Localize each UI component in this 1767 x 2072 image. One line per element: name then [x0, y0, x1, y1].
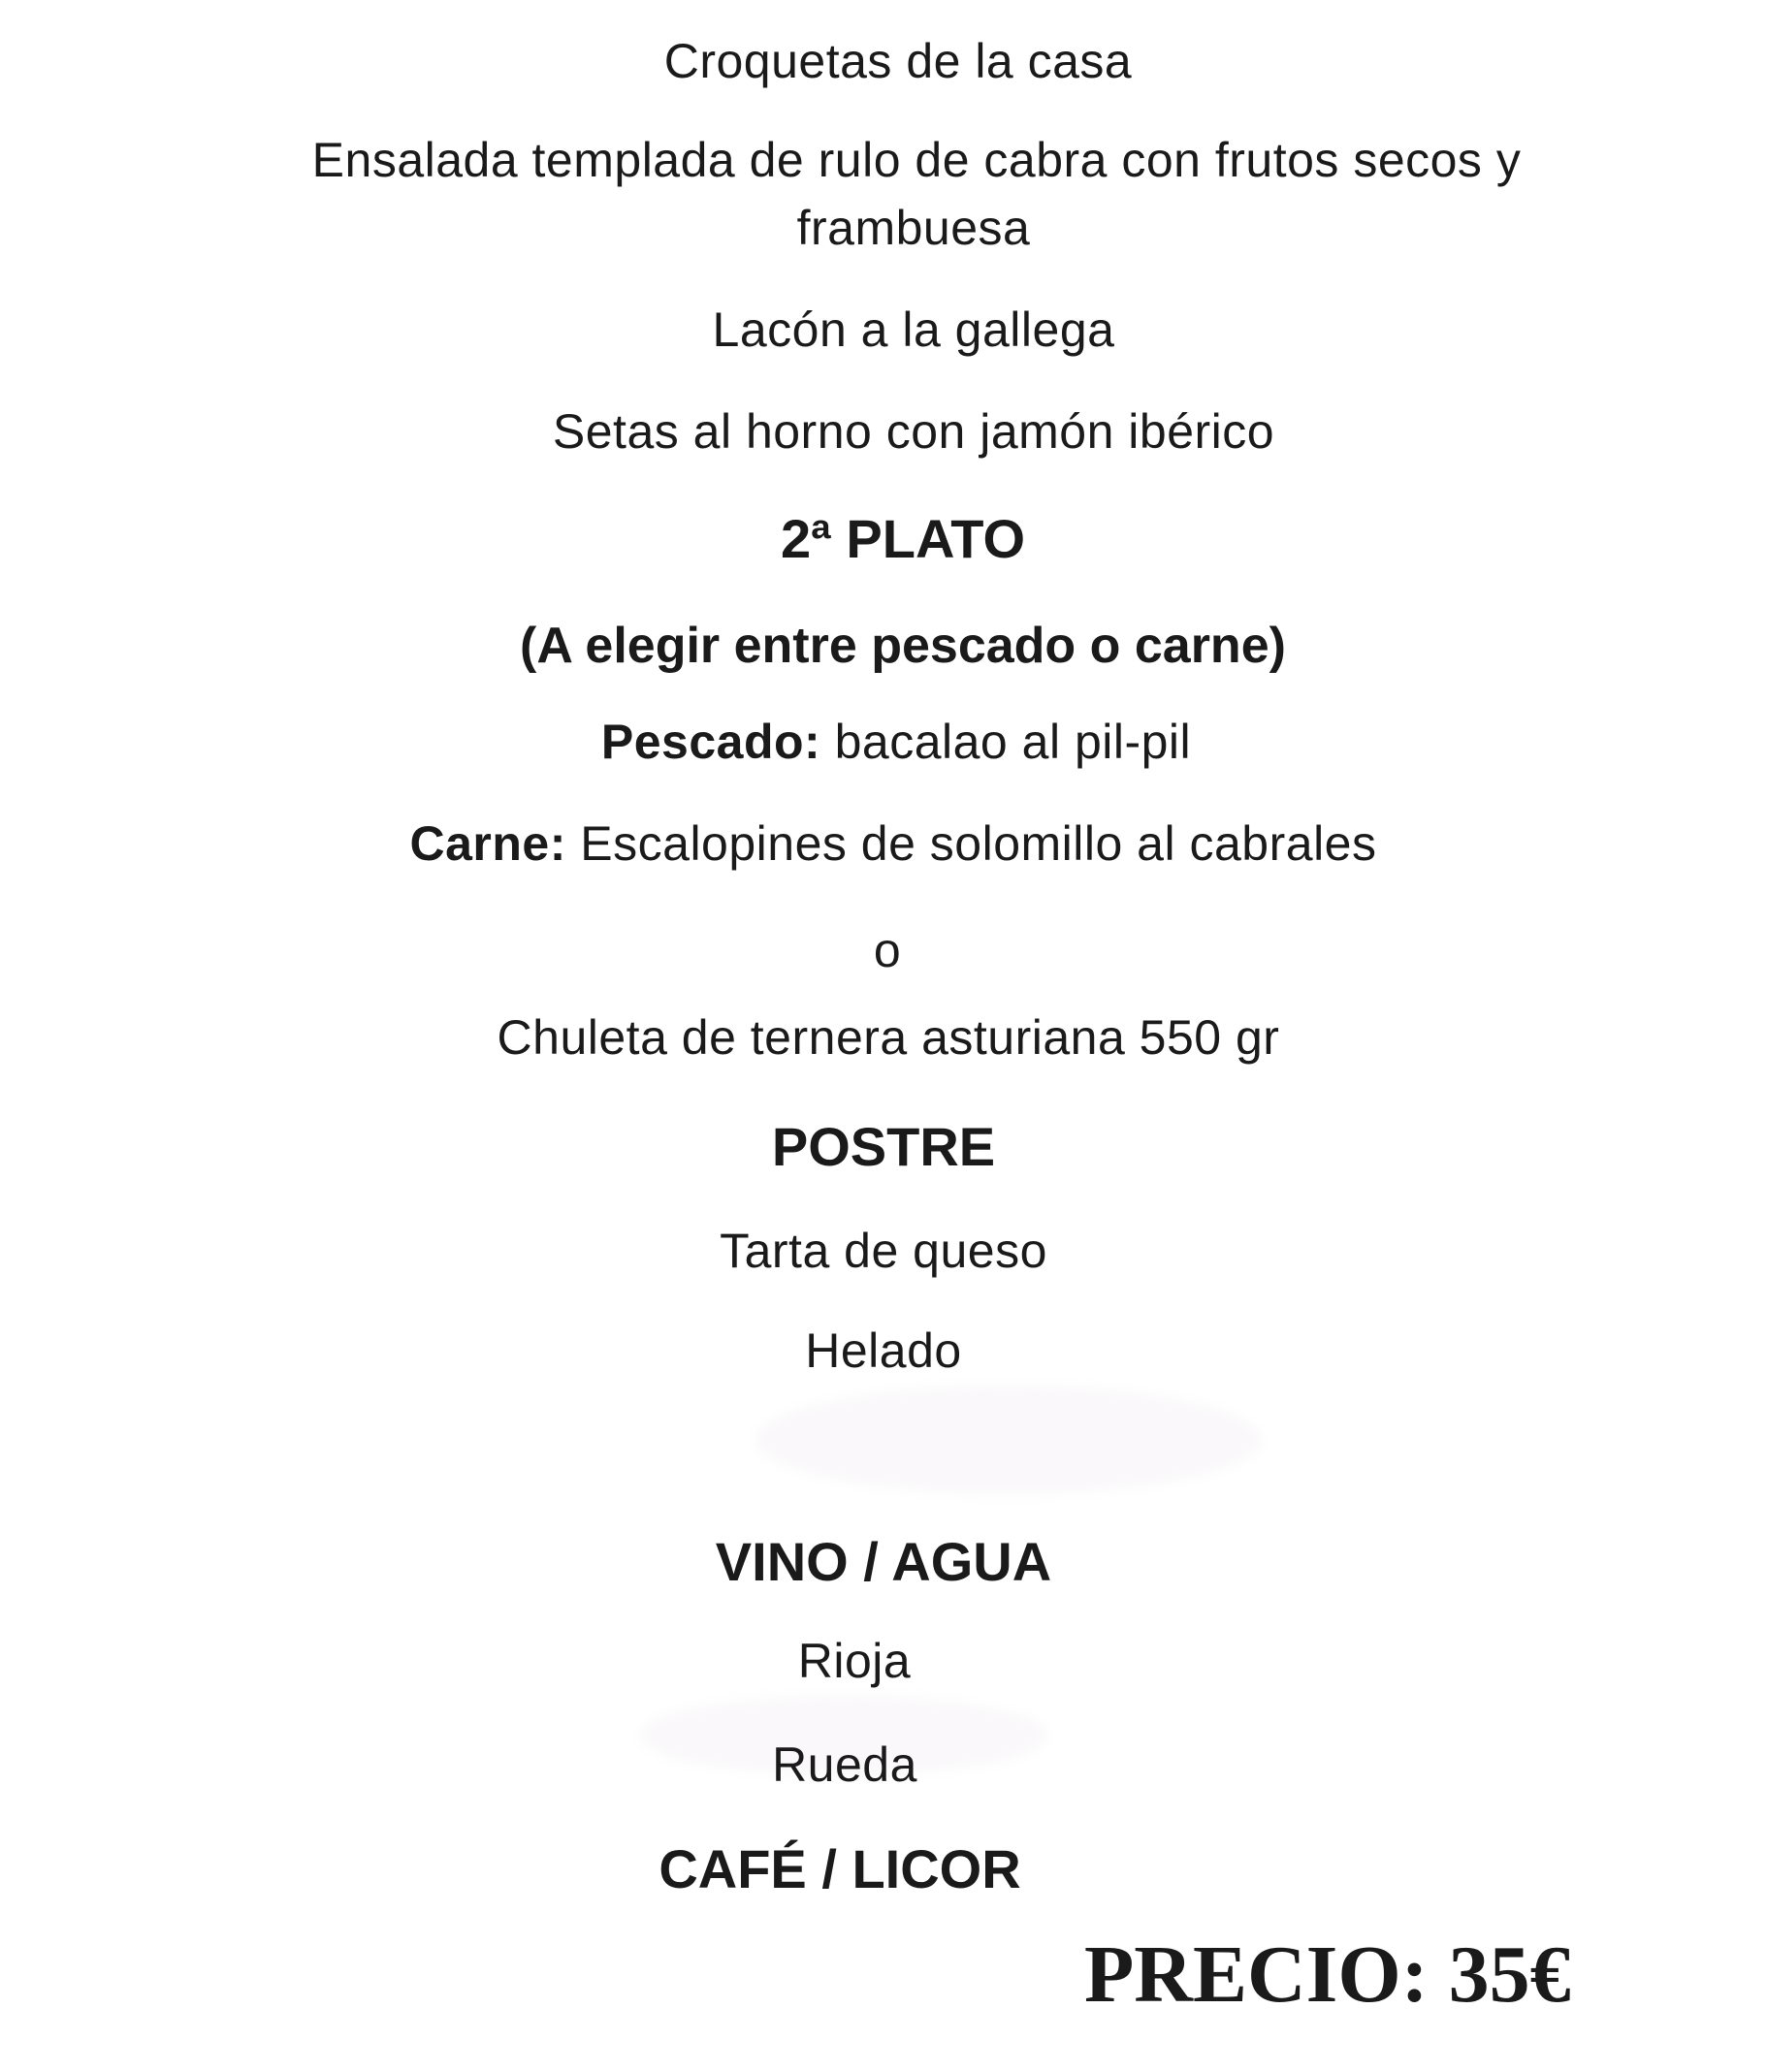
meat-option [0, 816, 1767, 871]
dessert-item: Tarta de queso [720, 1224, 1047, 1278]
starter-item: Ensalada templada de rulo de cabra con frutos secos y [311, 133, 1522, 187]
dessert-title: POSTRE [771, 1116, 996, 1177]
fish-dish: bacalao al pil-pil [834, 715, 1192, 769]
meat-dish: Escalopines de solomillo al cabrales [580, 816, 1377, 871]
starter-item: Setas al horno con jamón ibérico [552, 404, 1275, 459]
coffee-title: CAFÉ / LICOR [659, 1838, 1021, 1899]
or-separator: o [873, 923, 902, 977]
fish-label: Pescado: [600, 715, 821, 769]
alt-meat-dish: Chuleta de ternera asturiana 550 gr [497, 1010, 1280, 1065]
starter-item: Lacón a la gallega [712, 303, 1115, 357]
second-course-note: (A elegir entre pescado o carne) [520, 618, 1286, 674]
drink-item: Rioja [797, 1634, 912, 1688]
fish-option [0, 715, 1767, 769]
paper-smudge [756, 1387, 1261, 1493]
starter-item: Croquetas de la casa [663, 34, 1133, 88]
drink-item: Rueda [772, 1737, 917, 1792]
drinks-title: VINO / AGUA [715, 1531, 1052, 1592]
starter-item: frambuesa [796, 201, 1031, 255]
second-course-title: 2ª PLATO [780, 508, 1026, 569]
meat-label: Carne: [409, 816, 566, 871]
dessert-item: Helado [805, 1323, 962, 1378]
menu-price: PRECIO: 35€ [1084, 1929, 1571, 2020]
